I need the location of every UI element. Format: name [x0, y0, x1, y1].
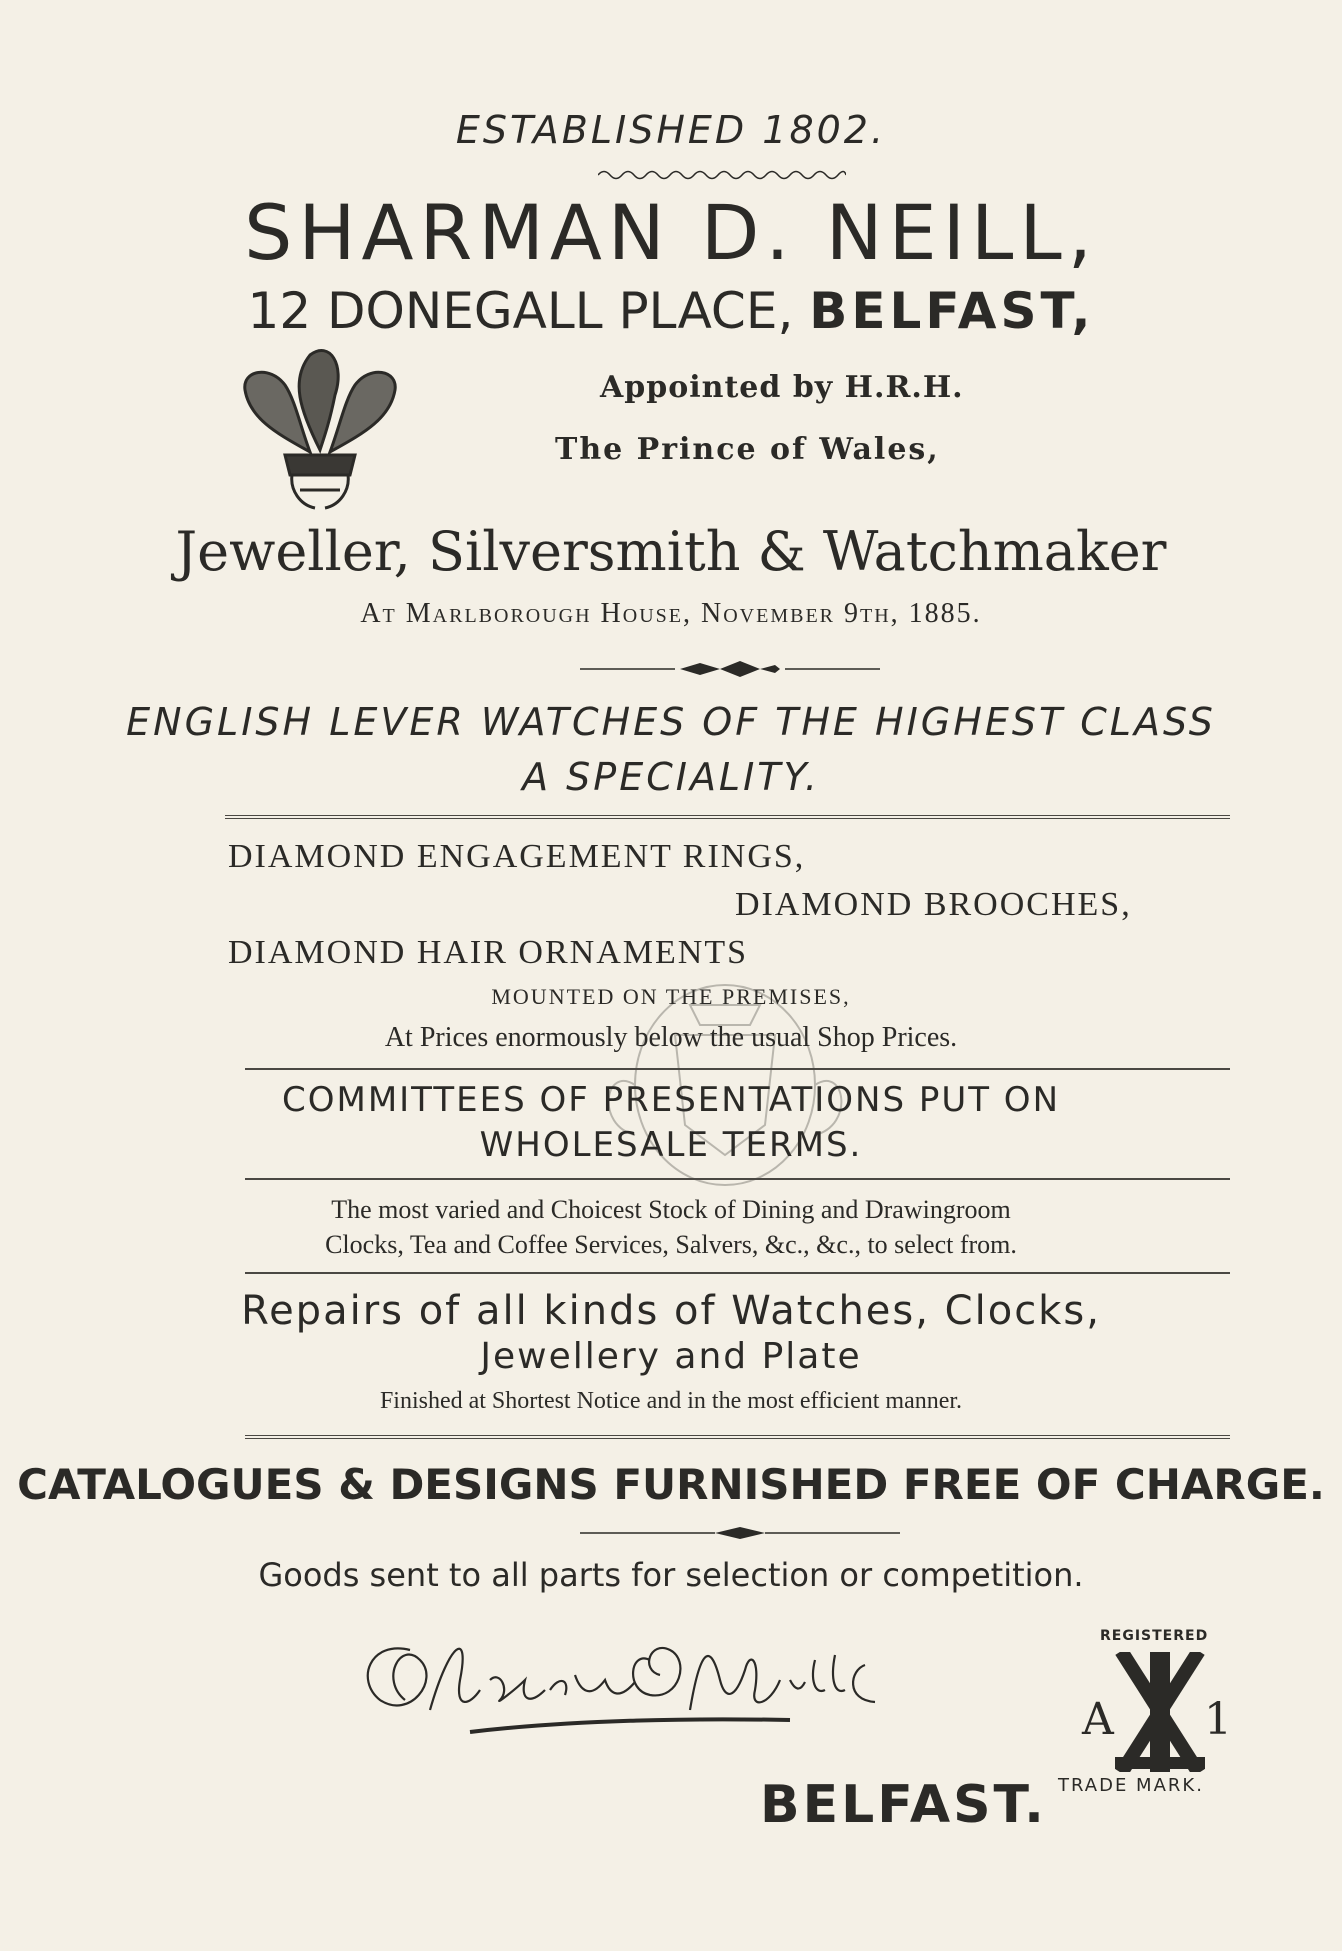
section-rule	[245, 1068, 1230, 1070]
section-rule	[245, 1272, 1230, 1274]
address-city: BELFAST,	[809, 282, 1095, 340]
repairs-line-1: Repairs of all kinds of Watches, Clocks,	[241, 1288, 1101, 1334]
prince-of-wales-feathers-icon	[230, 340, 410, 515]
section-rule	[245, 1435, 1230, 1439]
speciality-line-2: A SPECIALITY.	[522, 755, 820, 799]
registered-label: REGISTERED	[1100, 1628, 1209, 1644]
mounted-line: MOUNTED ON THE PREMISES,	[491, 984, 851, 1009]
diamond-brooches-line: DIAMOND BROOCHES,	[735, 886, 1132, 923]
speciality-line-1: ENGLISH LEVER WATCHES OF THE HIGHEST CLASS	[126, 700, 1216, 744]
diamond-rings-line: DIAMOND ENGAGEMENT RINGS,	[228, 838, 806, 875]
prices-line: At Prices enormously below the usual Shop Prices.	[384, 1022, 958, 1053]
firm-name: SHARMAN D. NEILL,	[244, 188, 1098, 277]
committees-line-2: WHOLESALE TERMS.	[479, 1125, 863, 1165]
repairs-line-2: Jewellery and Plate	[480, 1336, 862, 1377]
catalogues-line: CATALOGUES & DESIGNS FURNISHED FREE OF CHARGE.	[17, 1460, 1325, 1509]
section-rule	[225, 815, 1230, 819]
trademark-a1-icon	[1080, 1652, 1240, 1772]
appointed-line: Appointed by H.R.H.	[600, 370, 964, 405]
established-line: ESTABLISHED 1802.	[455, 108, 887, 152]
committees-line-1: COMMITTEES OF PRESENTATIONS PUT ON	[281, 1080, 1060, 1120]
stock-line-1: The most varied and Choicest Stock of Dining and Drawingroom	[331, 1195, 1011, 1224]
address-line	[0, 282, 1342, 340]
finished-line: Finished at Shortest Notice and in the most efficient manner.	[379, 1388, 963, 1414]
section-rule	[245, 1178, 1230, 1180]
diamond-hair-line: DIAMOND HAIR ORNAMENTS	[228, 934, 748, 971]
prince-line: The Prince of Wales,	[555, 432, 940, 467]
marlborough-line: At Marlborough House, November 9th, 1885.	[360, 598, 982, 629]
signature-icon	[350, 1620, 970, 1760]
footer-city: BELFAST.	[760, 1775, 1047, 1835]
ornament-divider	[580, 1525, 900, 1541]
stock-line-2: Clocks, Tea and Coffee Services, Salvers, &c., &c., to select from.	[325, 1230, 1017, 1259]
ornament-divider	[580, 657, 880, 681]
address-street: 12 DONEGALL PLACE,	[247, 282, 810, 340]
wavy-divider	[598, 168, 846, 182]
trades-line: Jeweller, Silversmith & Watchmaker	[175, 520, 1167, 583]
trademark-letters: A 1	[1082, 1694, 1232, 1745]
goods-line: Goods sent to all parts for selection or competition.	[258, 1556, 1084, 1594]
trademark-label: TRADE MARK.	[1058, 1775, 1204, 1796]
